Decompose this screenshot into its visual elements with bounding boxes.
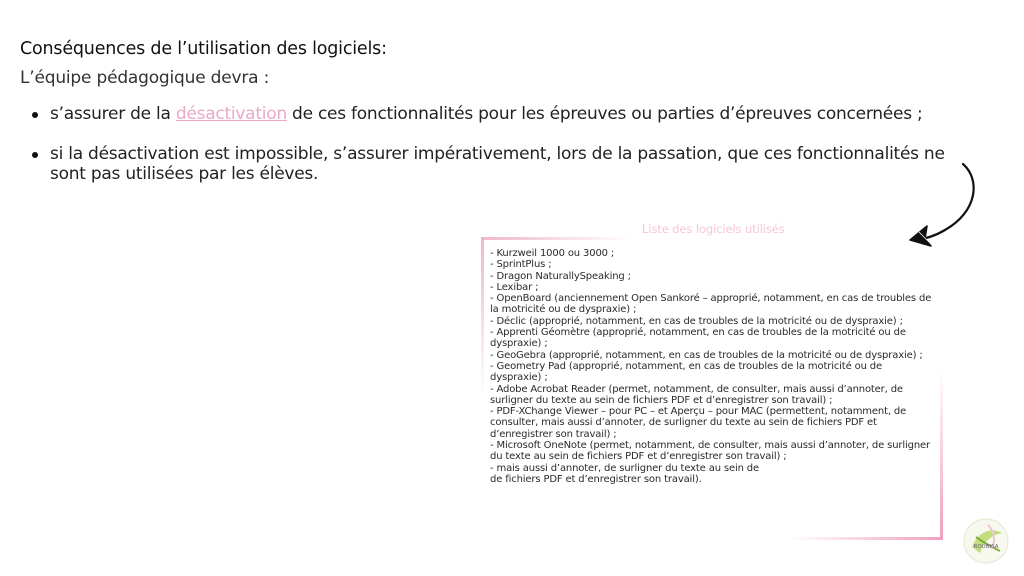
software-item: - OpenBoard (anciennement Open Sankoré – approprié, notamment, en cas de troubles de la motricité ou de dyspraxie) ; bbox=[490, 293, 932, 316]
software-panel-title: Liste des logiciels utilisés bbox=[642, 222, 785, 236]
page-subtitle: L’équipe pédagogique devra : bbox=[20, 68, 270, 88]
curved-arrow-icon bbox=[905, 160, 985, 250]
software-item: - SprintPlus ; bbox=[490, 259, 552, 271]
bullet-dot-icon bbox=[32, 152, 38, 158]
panel-border-bottom bbox=[790, 537, 943, 540]
bullet-text-after: de ces fonctionnalités pour les épreuves ou parties d’épreuves concernées ; bbox=[286, 104, 923, 124]
logo-icon bbox=[962, 517, 1010, 565]
panel-border-top bbox=[481, 237, 631, 240]
software-item: - Apprenti Géomètre (approprié, notamment, en cas de troubles de la motricité ou de dyspraxie) ; bbox=[490, 327, 906, 350]
software-item: - Adobe Acrobat Reader (permet, notamment, de consulter, mais aussi d’annoter, de surligner du texte au sein de fichiers PDF et d’enregistrer son travail) ; bbox=[490, 383, 903, 406]
software-item: - Kurzweil 1000 ou 3000 ; bbox=[490, 248, 615, 259]
list-item bbox=[30, 144, 960, 184]
panel-border-left bbox=[481, 237, 484, 397]
software-item: - GeoGebra (approprié, notamment, en cas de troubles de la motricité ou de dyspraxie) ; bbox=[490, 349, 923, 361]
software-item: - Déclic (approprié, notamment, en cas de troubles de la motricité ou de dyspraxie) ; bbox=[490, 315, 903, 327]
software-item: - Dragon NaturallySpeaking ; bbox=[490, 270, 631, 282]
list-item bbox=[30, 104, 960, 124]
bullet-text: si la désactivation est impossible, s’assurer impérativement, lors de la passation, que ces fonctionnalités ne sont pas utilisées par les élèves. bbox=[50, 144, 945, 184]
panel-border-right bbox=[940, 370, 943, 540]
bullet-text-before: s’assurer de la bbox=[50, 104, 176, 124]
software-item: - PDF-XChange Viewer – pour PC – et Aperçu – pour MAC (permettent, notamment, de consulter, mais aussi d’annoter, de surligner du texte au sein de fichiers PDF et d’enregistrer son travail) ; bbox=[490, 406, 907, 440]
software-item: - Microsoft OneNote (permet, notamment, de consulter, mais aussi d’annoter, de surligner du texte au sein de fichiers PDF et d’enregistrer son travail) ; bbox=[490, 440, 930, 463]
software-item: - Geometry Pad (approprié, notamment, en cas de troubles de la motricité ou de dyspraxie) ; bbox=[490, 360, 882, 384]
software-list bbox=[490, 248, 932, 485]
desactivation-link[interactable]: désactivation bbox=[175, 104, 287, 124]
consequences-list bbox=[30, 104, 960, 204]
logo-text: ROUBISA bbox=[973, 544, 999, 550]
software-item: de fichiers PDF et d’enregistrer son travail). bbox=[490, 473, 702, 485]
bullet-dot-icon bbox=[32, 112, 38, 118]
page-title: Conséquences de l’utilisation des logiciels: bbox=[20, 39, 387, 59]
software-item: - mais aussi d’annoter, de surligner du texte au sein de bbox=[490, 462, 760, 474]
software-item: - Lexibar ; bbox=[490, 281, 539, 293]
